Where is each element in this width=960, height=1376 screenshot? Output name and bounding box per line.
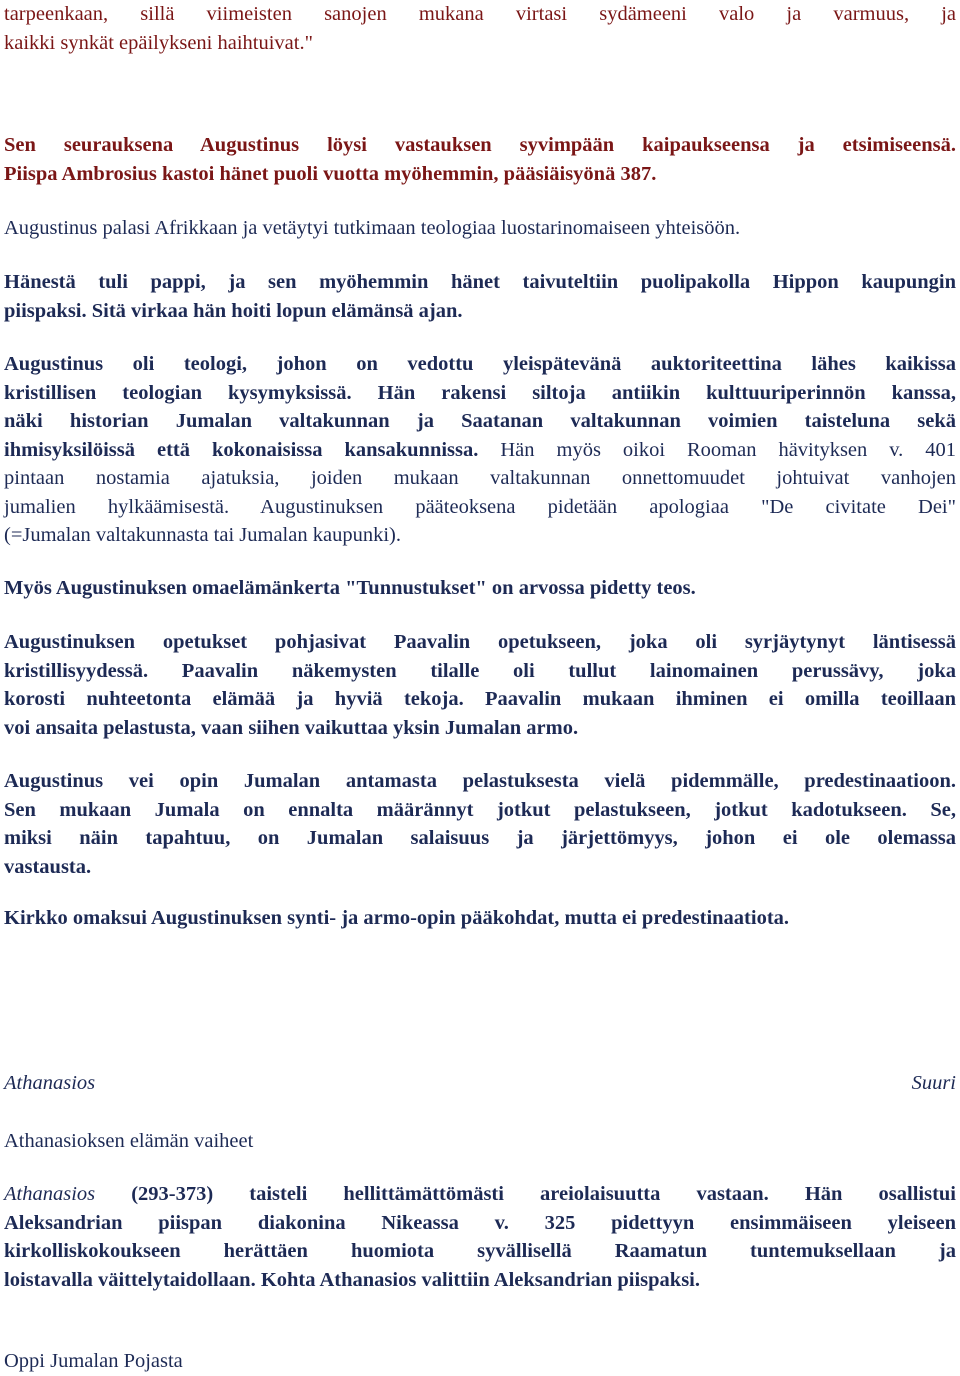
text-line [4, 379, 956, 408]
text-line: Hänestä tuli pappi, ja sen myöhemmin hänet taivuteltiin puolipakolla Hippon kaupungin [4, 271, 956, 293]
section-title: Oppi Jumalan Pojasta [4, 1350, 183, 1372]
paragraph-paul [4, 628, 956, 742]
normal-span: Hän myös oikoi Rooman hävityksen v. 401 [500, 438, 957, 461]
text-line: Kirkko omaksui Augustinuksen synti- ja armo-opin pääkohdat, mutta ei predestinaatiota. [4, 907, 790, 929]
text-line: miksi näin tapahtuu, on Jumalan salaisuus ja järjettömyys, johon ei ole olemassa [4, 827, 956, 849]
paragraph-church [4, 904, 956, 933]
section-title-doctrine [4, 1347, 956, 1376]
text-line: Aleksandrian piispan diakonina Nikeassa v. 325 pidettyyn ensimmäiseen yleiseen [4, 1211, 956, 1234]
text-line: Augustinuksen opetukset pohjasivat Paavalin opetukseen, joka oli syrjäytynyt läntisessä [4, 631, 956, 653]
text-line: Piispa Ambrosius kastoi hänet puoli vuotta myöhemmin, pääsiäisyönä 387. [4, 162, 657, 185]
text-line [4, 1180, 956, 1209]
text-line: vastausta. [4, 855, 92, 878]
text-line: Myös Augustinuksen omaelämänkerta "Tunnustukset" on arvossa pidetty teos. [4, 577, 696, 599]
text-line [4, 436, 956, 465]
bold-span: Hän rakensi siltoja antiikin kulttuuriperinnön kanssa, [377, 381, 956, 404]
text-line: pintaan nostamia ajatuksia, joiden mukaan valtakunnan onnettomuudet johtuivat vanhojen [4, 467, 956, 489]
text-line: kaikki synkät epäilykseni haihtuivat." [4, 31, 313, 54]
text-line: Augustinus palasi Afrikkaan ja vetäytyi tutkimaan teologiaa luostarinomaiseen yhteisöön. [4, 217, 741, 239]
paragraph-conversion-end [4, 0, 956, 57]
italic-name: Athanasios [4, 1183, 96, 1205]
text-line: Sen mukaan Jumala on ennalta määrännyt jotkut pelastukseen, jotkut kadotukseen. Se, [4, 798, 956, 821]
text-line: Augustinus oli teologi, johon on vedottu yleispätevänä auktoriteettina lähes kaikissa [4, 353, 956, 375]
text-line: kristillisyydessä. Paavalin näkemysten tilalle oli tullut lainomainen perussävy, joka [4, 659, 956, 682]
text-line: loistavalla väittelytaidollaan. Kohta Athanasios valittiin Aleksandrian piispaksi. [4, 1268, 700, 1291]
paragraph-athanasios [4, 1180, 956, 1294]
athanasios-name: Athanasios [4, 1072, 96, 1094]
text-line: kirkolliskokoukseen herättäen huomiota syvällisellä Raamatun tuntemuksellaan ja [4, 1240, 956, 1262]
text-line: korosti nuhteetonta elämää ja hyviä tekoja. Paavalin mukaan ihminen ei omilla teoillaan [4, 688, 956, 710]
paragraph-predestination [4, 767, 956, 881]
text-line: voi ansaita pelastusta, vaan siihen vaikuttaa yksin Jumalan armo. [4, 716, 579, 739]
text-line: jumalien hylkäämisestä. Augustinuksen pääteoksena pidetään apologiaa "De civitate Dei" [4, 495, 956, 518]
text-line: Augustinus vei opin Jumalan antamasta pelastuksesta vielä pidemmälle, predestinaatioon. [4, 770, 956, 792]
text-line: tarpeenkaan, sillä viimeisten sanojen mukana virtasi sydämeeni valo ja varmuus, ja [4, 3, 956, 25]
athanasios-header [4, 1069, 956, 1098]
text-line: (=Jumalan valtakunnasta tai Jumalan kaupunki). [4, 524, 401, 546]
text-line: piispaksi. Sitä virkaa hän hoiti lopun elämänsä ajan. [4, 299, 463, 322]
bold-span: (293-373) taisteli hellittämättömästi areiolaisuutta vastaan. Hän osallistui [131, 1183, 956, 1205]
section-title: Athanasioksen elämän vaiheet [4, 1130, 254, 1152]
bold-span: ihmisyksilöissä että kokonaisissa kansakunnissa. [4, 438, 479, 461]
paragraph-baptism [4, 131, 956, 188]
text-line: Sen seurauksena Augustinus löysi vastauksen syvimpään kaipaukseensa ja etsimiseensä. [4, 134, 956, 156]
text-line: näki historian Jumalan valtakunnan ja Saatanan valtakunnan voimien taisteluna sekä [4, 410, 956, 432]
paragraph-confessions [4, 574, 956, 603]
athanasios-epithet: Suuri [911, 1072, 956, 1094]
bold-span: kristillisen teologian kysymyksissä. [4, 381, 352, 404]
paragraph-theologian [4, 350, 956, 550]
paragraph-africa [4, 214, 956, 243]
section-title-life [4, 1127, 956, 1156]
paragraph-priest [4, 268, 956, 325]
